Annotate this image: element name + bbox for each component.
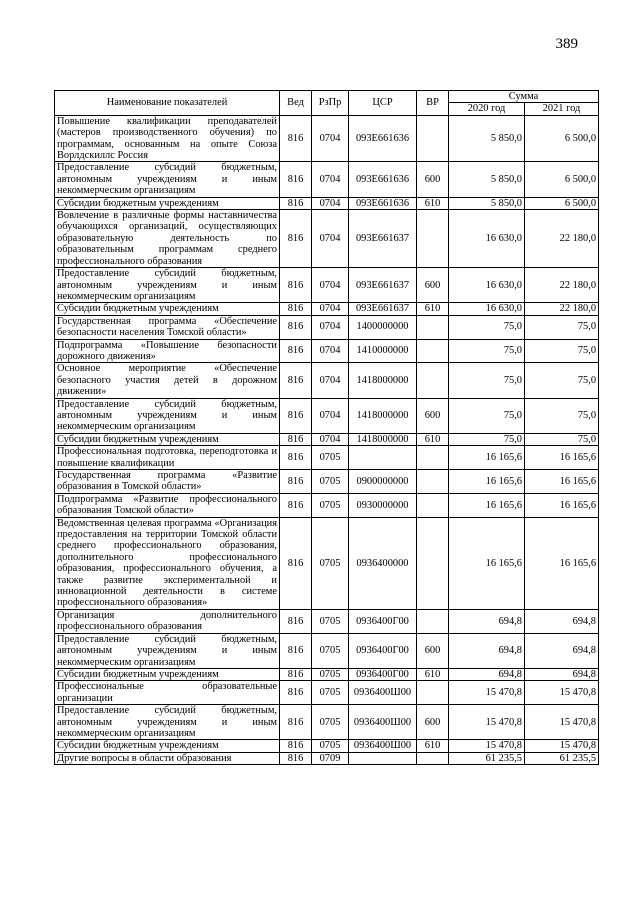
cell-name: Государственная программа «Обеспечение безопасности населения Томской области» bbox=[55, 315, 280, 339]
cell-name: Предоставление субсидий бюджетным, автономным учреждениям и иным некоммерческим организациям bbox=[55, 705, 280, 740]
cell-rzpr: 0705 bbox=[312, 517, 349, 609]
cell-2020: 75,0 bbox=[449, 433, 525, 445]
cell-vr bbox=[417, 681, 449, 705]
table-row bbox=[55, 668, 599, 680]
table-row bbox=[55, 303, 599, 315]
table-row bbox=[55, 470, 599, 494]
cell-csr: 1400000000 bbox=[349, 315, 417, 339]
cell-name: Вовлечение в различные формы наставничества обучающихся организаций, осуществляющих образовательную деятельность по образовательным программам среднего профессионального образования bbox=[55, 210, 280, 268]
cell-ved: 816 bbox=[280, 668, 312, 680]
cell-name: Субсидии бюджетным учреждениям bbox=[55, 668, 280, 680]
cell-vr bbox=[417, 609, 449, 633]
cell-vr bbox=[417, 339, 449, 363]
cell-2021: 75,0 bbox=[525, 339, 599, 363]
header-ved: Вед bbox=[280, 91, 312, 116]
cell-rzpr: 0704 bbox=[312, 398, 349, 433]
cell-csr: 0936400Г00 bbox=[349, 668, 417, 680]
header-rzpr: РзПр bbox=[312, 91, 349, 116]
cell-ved: 816 bbox=[280, 315, 312, 339]
cell-2021: 694,8 bbox=[525, 609, 599, 633]
cell-ved: 816 bbox=[280, 446, 312, 470]
cell-rzpr: 0705 bbox=[312, 668, 349, 680]
cell-csr: 1410000000 bbox=[349, 339, 417, 363]
table-row bbox=[55, 268, 599, 303]
cell-rzpr: 0705 bbox=[312, 681, 349, 705]
cell-csr: 0936400Ш00 bbox=[349, 705, 417, 740]
cell-2021: 16 165,6 bbox=[525, 470, 599, 494]
cell-csr: 1418000000 bbox=[349, 433, 417, 445]
cell-2021: 16 165,6 bbox=[525, 493, 599, 517]
table-row bbox=[55, 398, 599, 433]
table-row bbox=[55, 433, 599, 445]
cell-vr bbox=[417, 210, 449, 268]
cell-name: Субсидии бюджетным учреждениям bbox=[55, 303, 280, 315]
cell-vr: 610 bbox=[417, 668, 449, 680]
cell-2020: 694,8 bbox=[449, 668, 525, 680]
cell-2020: 16 630,0 bbox=[449, 303, 525, 315]
cell-name: Профессиональная подготовка, переподготовка и повышение квалификации bbox=[55, 446, 280, 470]
cell-2021: 75,0 bbox=[525, 315, 599, 339]
cell-2020: 15 470,8 bbox=[449, 681, 525, 705]
cell-2020: 75,0 bbox=[449, 315, 525, 339]
cell-ved: 816 bbox=[280, 398, 312, 433]
cell-rzpr: 0704 bbox=[312, 315, 349, 339]
cell-vr bbox=[417, 315, 449, 339]
cell-rzpr: 0704 bbox=[312, 210, 349, 268]
cell-2021: 16 165,6 bbox=[525, 446, 599, 470]
cell-ved: 816 bbox=[280, 752, 312, 764]
header-year-2020: 2020 год bbox=[449, 103, 525, 115]
cell-ved: 816 bbox=[280, 493, 312, 517]
cell-2020: 75,0 bbox=[449, 363, 525, 398]
cell-2020: 61 235,5 bbox=[449, 752, 525, 764]
cell-2021: 15 470,8 bbox=[525, 705, 599, 740]
cell-ved: 816 bbox=[280, 210, 312, 268]
cell-2020: 5 850,0 bbox=[449, 162, 525, 197]
table-row bbox=[55, 752, 599, 764]
cell-2020: 694,8 bbox=[449, 609, 525, 633]
cell-rzpr: 0704 bbox=[312, 162, 349, 197]
cell-csr: 0930000000 bbox=[349, 493, 417, 517]
cell-rzpr: 0704 bbox=[312, 197, 349, 209]
table-body bbox=[55, 115, 599, 764]
table-row bbox=[55, 609, 599, 633]
cell-csr: 093E661636 bbox=[349, 162, 417, 197]
cell-name: Основное мероприятие «Обеспечение безопасного участия детей в дорожном движении» bbox=[55, 363, 280, 398]
cell-2020: 75,0 bbox=[449, 339, 525, 363]
cell-name: Предоставление субсидий бюджетным, автономным учреждениям и иным некоммерческим организациям bbox=[55, 633, 280, 668]
table-row bbox=[55, 339, 599, 363]
header-year-2021: 2021 год bbox=[525, 103, 599, 115]
cell-rzpr: 0705 bbox=[312, 446, 349, 470]
cell-ved: 816 bbox=[280, 303, 312, 315]
cell-csr: 093E661637 bbox=[349, 210, 417, 268]
cell-rzpr: 0705 bbox=[312, 740, 349, 752]
cell-name: Предоставление субсидий бюджетным, автономным учреждениям и иным некоммерческим организациям bbox=[55, 398, 280, 433]
table-row bbox=[55, 162, 599, 197]
header-vr: ВР bbox=[417, 91, 449, 116]
cell-vr bbox=[417, 517, 449, 609]
cell-csr: 1418000000 bbox=[349, 398, 417, 433]
header-sum: Сумма bbox=[449, 91, 599, 103]
cell-csr: 1418000000 bbox=[349, 363, 417, 398]
cell-name: Повышение квалификации преподавателей (мастеров производственного обучения) по программам, основанным на опыте Союза Ворлдскиллс Россия bbox=[55, 115, 280, 162]
cell-2021: 15 470,8 bbox=[525, 740, 599, 752]
cell-ved: 816 bbox=[280, 162, 312, 197]
cell-name: Предоставление субсидий бюджетным, автономным учреждениям и иным некоммерческим организациям bbox=[55, 162, 280, 197]
cell-csr bbox=[349, 752, 417, 764]
cell-csr: 0936400000 bbox=[349, 517, 417, 609]
cell-2021: 22 180,0 bbox=[525, 268, 599, 303]
cell-csr: 093E661636 bbox=[349, 115, 417, 162]
cell-rzpr: 0709 bbox=[312, 752, 349, 764]
budget-table bbox=[54, 90, 599, 765]
cell-rzpr: 0705 bbox=[312, 609, 349, 633]
cell-csr: 0900000000 bbox=[349, 470, 417, 494]
cell-name: Организация дополнительного профессионального образования bbox=[55, 609, 280, 633]
cell-2020: 5 850,0 bbox=[449, 197, 525, 209]
cell-ved: 816 bbox=[280, 470, 312, 494]
cell-csr: 0936400Ш00 bbox=[349, 740, 417, 752]
cell-rzpr: 0705 bbox=[312, 633, 349, 668]
cell-vr: 600 bbox=[417, 705, 449, 740]
cell-2020: 5 850,0 bbox=[449, 115, 525, 162]
cell-2020: 694,8 bbox=[449, 633, 525, 668]
cell-ved: 816 bbox=[280, 633, 312, 668]
header-csr: ЦСР bbox=[349, 91, 417, 116]
table-row bbox=[55, 197, 599, 209]
table-row bbox=[55, 315, 599, 339]
table-row bbox=[55, 210, 599, 268]
cell-name: Субсидии бюджетным учреждениям bbox=[55, 740, 280, 752]
cell-2020: 75,0 bbox=[449, 398, 525, 433]
cell-vr: 610 bbox=[417, 740, 449, 752]
cell-vr: 600 bbox=[417, 398, 449, 433]
cell-rzpr: 0705 bbox=[312, 493, 349, 517]
cell-2020: 16 165,6 bbox=[449, 493, 525, 517]
cell-2021: 22 180,0 bbox=[525, 210, 599, 268]
cell-csr: 0936400Г00 bbox=[349, 609, 417, 633]
cell-name: Подпрограмма «Развитие профессионального образования Томской области» bbox=[55, 493, 280, 517]
cell-2021: 6 500,0 bbox=[525, 197, 599, 209]
cell-rzpr: 0705 bbox=[312, 705, 349, 740]
cell-ved: 816 bbox=[280, 115, 312, 162]
cell-ved: 816 bbox=[280, 681, 312, 705]
table-row bbox=[55, 517, 599, 609]
cell-vr bbox=[417, 446, 449, 470]
cell-ved: 816 bbox=[280, 433, 312, 445]
cell-name: Субсидии бюджетным учреждениям bbox=[55, 197, 280, 209]
table-row bbox=[55, 446, 599, 470]
cell-vr: 600 bbox=[417, 268, 449, 303]
table-row bbox=[55, 681, 599, 705]
cell-ved: 816 bbox=[280, 609, 312, 633]
cell-csr: 093E661636 bbox=[349, 197, 417, 209]
cell-2021: 694,8 bbox=[525, 668, 599, 680]
cell-ved: 816 bbox=[280, 363, 312, 398]
cell-csr: 0936400Ш00 bbox=[349, 681, 417, 705]
page-number: 389 bbox=[555, 36, 578, 52]
cell-ved: 816 bbox=[280, 339, 312, 363]
table-row bbox=[55, 363, 599, 398]
cell-rzpr: 0704 bbox=[312, 339, 349, 363]
cell-rzpr: 0705 bbox=[312, 470, 349, 494]
cell-vr bbox=[417, 363, 449, 398]
cell-2021: 694,8 bbox=[525, 633, 599, 668]
cell-2021: 15 470,8 bbox=[525, 681, 599, 705]
cell-2021: 6 500,0 bbox=[525, 115, 599, 162]
cell-ved: 816 bbox=[280, 740, 312, 752]
cell-name: Профессиональные образовательные организации bbox=[55, 681, 280, 705]
cell-vr bbox=[417, 493, 449, 517]
cell-name: Ведомственная целевая программа «Организация предоставления на территории Томской области среднего профессионального образования, дополнительного профессионального образования, профессионального обучения, а также развитие экспериментальной и инновационной деятельности в системе профессионального образования» bbox=[55, 517, 280, 609]
cell-2021: 61 235,5 bbox=[525, 752, 599, 764]
cell-2020: 16 165,6 bbox=[449, 517, 525, 609]
cell-name: Подпрограмма «Повышение безопасности дорожного движения» bbox=[55, 339, 280, 363]
cell-2020: 16 630,0 bbox=[449, 268, 525, 303]
cell-vr: 610 bbox=[417, 303, 449, 315]
cell-rzpr: 0704 bbox=[312, 303, 349, 315]
cell-vr: 600 bbox=[417, 633, 449, 668]
table-row bbox=[55, 115, 599, 162]
cell-name: Другие вопросы в области образования bbox=[55, 752, 280, 764]
cell-vr: 600 bbox=[417, 162, 449, 197]
cell-vr bbox=[417, 752, 449, 764]
table-header bbox=[55, 91, 599, 116]
cell-2021: 75,0 bbox=[525, 433, 599, 445]
cell-2021: 75,0 bbox=[525, 398, 599, 433]
cell-vr: 610 bbox=[417, 197, 449, 209]
table-row bbox=[55, 740, 599, 752]
cell-2021: 6 500,0 bbox=[525, 162, 599, 197]
cell-name: Государственная программа «Развитие образования в Томской области» bbox=[55, 470, 280, 494]
header-name: Наименование показателей bbox=[55, 91, 280, 116]
cell-2020: 15 470,8 bbox=[449, 740, 525, 752]
cell-rzpr: 0704 bbox=[312, 433, 349, 445]
cell-vr bbox=[417, 470, 449, 494]
cell-csr: 093E661637 bbox=[349, 268, 417, 303]
cell-ved: 816 bbox=[280, 517, 312, 609]
cell-name: Субсидии бюджетным учреждениям bbox=[55, 433, 280, 445]
cell-csr bbox=[349, 446, 417, 470]
cell-vr: 610 bbox=[417, 433, 449, 445]
cell-rzpr: 0704 bbox=[312, 115, 349, 162]
table-row bbox=[55, 633, 599, 668]
table-row bbox=[55, 493, 599, 517]
cell-2020: 16 165,6 bbox=[449, 470, 525, 494]
cell-name: Предоставление субсидий бюджетным, автономным учреждениям и иным некоммерческим организациям bbox=[55, 268, 280, 303]
cell-2021: 75,0 bbox=[525, 363, 599, 398]
cell-ved: 816 bbox=[280, 268, 312, 303]
cell-2020: 15 470,8 bbox=[449, 705, 525, 740]
cell-2021: 16 165,6 bbox=[525, 517, 599, 609]
cell-rzpr: 0704 bbox=[312, 363, 349, 398]
table-row bbox=[55, 705, 599, 740]
cell-rzpr: 0704 bbox=[312, 268, 349, 303]
cell-2020: 16 630,0 bbox=[449, 210, 525, 268]
cell-csr: 0936400Г00 bbox=[349, 633, 417, 668]
cell-2020: 16 165,6 bbox=[449, 446, 525, 470]
cell-ved: 816 bbox=[280, 197, 312, 209]
cell-csr: 093E661637 bbox=[349, 303, 417, 315]
cell-2021: 22 180,0 bbox=[525, 303, 599, 315]
cell-ved: 816 bbox=[280, 705, 312, 740]
cell-vr bbox=[417, 115, 449, 162]
